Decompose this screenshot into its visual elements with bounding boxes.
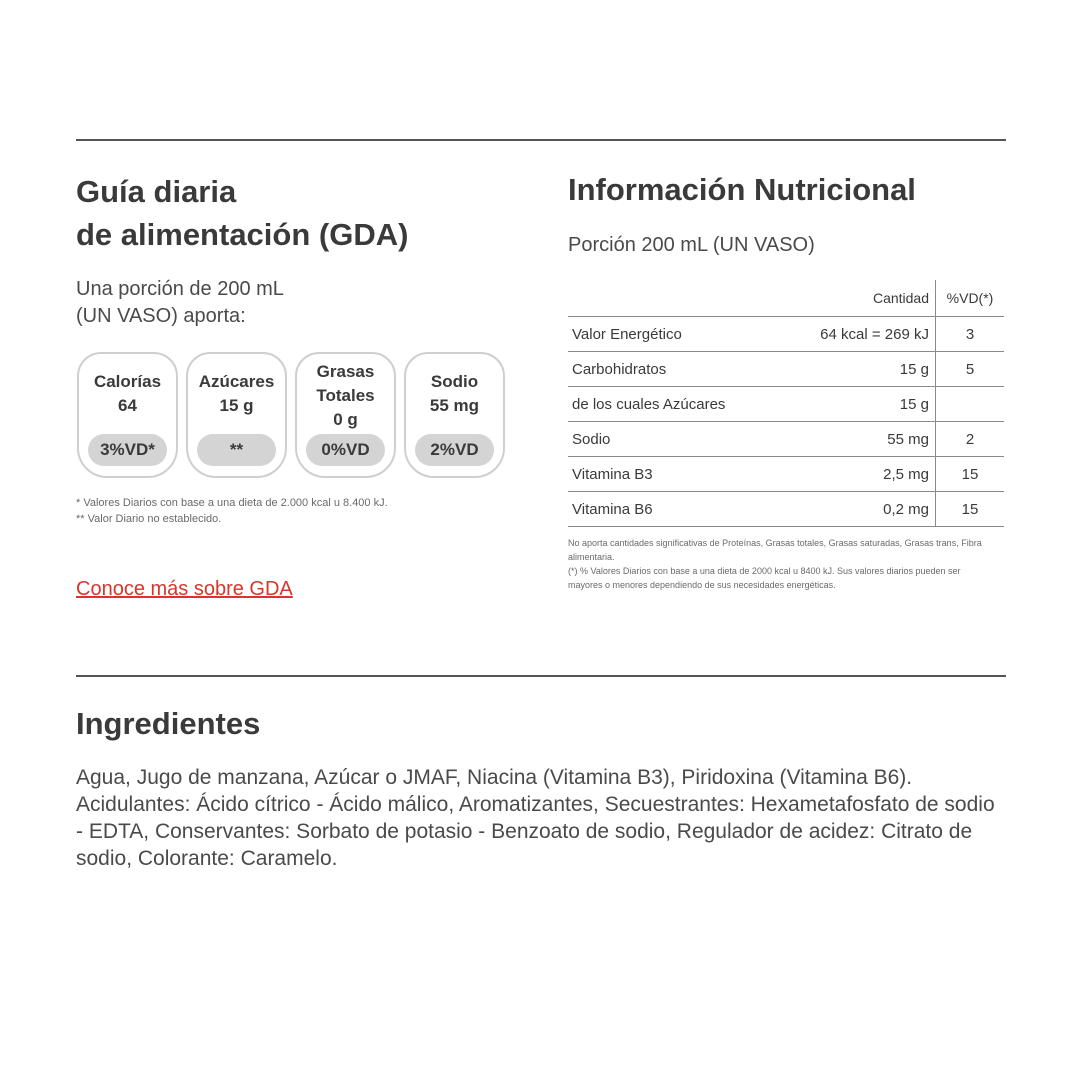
row-quantity: 0,2 mg	[883, 500, 929, 518]
badge-label	[79, 370, 176, 418]
badge-nutrient-name-2: Totales	[316, 386, 375, 405]
gda-subtitle-line2: (UN VASO) aporta:	[76, 305, 246, 327]
table-row	[568, 422, 1004, 457]
gda-title-line1: Guía diaria	[76, 174, 237, 209]
table-row	[568, 317, 1004, 352]
row-label: Vitamina B3	[572, 465, 653, 483]
row-quantity: 64 kcal = 269 kJ	[820, 325, 929, 343]
table-row	[568, 492, 1004, 527]
row-quantity: 15 g	[899, 360, 929, 378]
gda-title-line2: de alimentación (GDA)	[76, 217, 409, 252]
middle-divider	[76, 675, 1006, 677]
badge-sugars	[186, 352, 287, 478]
badge-pill: **	[197, 434, 276, 466]
badge-amount: 64	[118, 396, 137, 415]
row-label: de los cuales Azúcares	[572, 395, 726, 413]
badge-amount: 0 g	[333, 410, 358, 429]
row-daily-value: 2	[936, 422, 1005, 457]
gda-more-info-link[interactable]: Conoce más sobre GDA	[76, 578, 293, 600]
badge-nutrient-name: Grasas	[316, 362, 375, 381]
badge-pill: 2%VD	[415, 434, 494, 466]
badge-nutrient-name: Sodio	[430, 372, 479, 391]
gda-subtitle	[76, 276, 284, 330]
ingredients-title: Ingredientes	[76, 706, 261, 741]
nutrition-footnotes	[568, 536, 988, 592]
nutrition-footnote-2: (*) % Valores Diarios con base a una dieta de 2000 kcal u 8400 kJ. Sus valores diarios pueden ser mayores o menores dependiendo de sus necesidades energéticas.	[568, 566, 961, 590]
badge-label	[297, 360, 394, 432]
row-daily-value	[936, 387, 1005, 422]
gda-footnote-2: ** Valor Diario no establecido.	[76, 513, 222, 525]
row-daily-value: 5	[936, 352, 1005, 387]
row-daily-value: 15	[936, 457, 1005, 492]
table-row	[568, 387, 1004, 422]
header-daily-value: %VD(*)	[936, 280, 1005, 317]
row-daily-value: 15	[936, 492, 1005, 527]
nutrition-footnote-1: No aporta cantidades significativas de Proteínas, Grasas totales, Grasas saturadas, Grasas trans, Fibra alimentaria.	[568, 538, 982, 562]
gda-footnotes	[76, 495, 388, 527]
badge-label	[406, 370, 503, 418]
badge-pill: 3%VD*	[88, 434, 167, 466]
header-label-cell	[568, 280, 779, 317]
table-row	[568, 352, 1004, 387]
gda-subtitle-line1: Una porción de 200 mL	[76, 278, 284, 300]
badge-amount: 55 mg	[429, 396, 480, 415]
badge-label	[188, 370, 285, 418]
ingredients-text: Agua, Jugo de manzana, Azúcar o JMAF, Niacina (Vitamina B3), Piridoxina (Vitamina B6). Acidulantes: Ácido cítrico - Ácido málico, Aromatizantes, Secuestrantes: Hexametafosfato de sodio - EDTA, Conservantes: Sorbato de potasio - Benzoato de sodio, Regulador de acidez: Citrato de sodio, Colorante: Caramelo.	[76, 766, 995, 870]
nutrition-table-header	[568, 280, 1004, 317]
row-label: Carbohidratos	[572, 360, 667, 378]
nutrition-table	[568, 280, 1004, 527]
nutrition-portion: Porción 200 mL (UN VASO)	[568, 234, 815, 256]
row-label: Vitamina B6	[572, 500, 653, 518]
row-label: Valor Energético	[572, 325, 682, 343]
nutrition-title: Información Nutricional	[568, 172, 916, 207]
top-divider	[76, 139, 1006, 141]
badge-sodium	[404, 352, 505, 478]
badge-nutrient-name: Calorías	[93, 372, 162, 391]
table-row	[568, 457, 1004, 492]
row-quantity: 2,5 mg	[883, 465, 929, 483]
row-quantity: 55 mg	[887, 430, 929, 448]
badge-calories	[77, 352, 178, 478]
gda-footnote-1: * Valores Diarios con base a una dieta de 2.000 kcal u 8.400 kJ.	[76, 497, 388, 509]
row-label: Sodio	[572, 430, 611, 448]
gda-badges	[77, 352, 505, 478]
badge-nutrient-name: Azúcares	[198, 372, 275, 391]
row-quantity: 15 g	[899, 395, 929, 413]
gda-title	[76, 170, 408, 256]
badge-amount: 15 g	[219, 396, 254, 415]
header-quantity: Cantidad	[872, 290, 929, 306]
badge-total-fat	[295, 352, 396, 478]
row-daily-value: 3	[936, 317, 1005, 352]
badge-pill: 0%VD	[306, 434, 385, 466]
